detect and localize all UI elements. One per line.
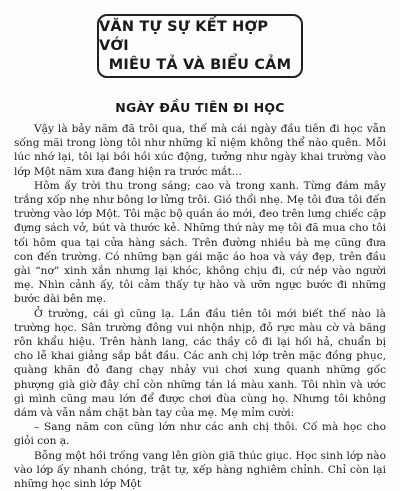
paragraph-4-dialogue: – Sang năm con cũng lớn như các anh chị thôi. Cố mà học cho giỏi con ạ.: [14, 421, 386, 448]
chapter-title-line-1: VĂN TỰ SỰ KẾT HỢP VỚI: [99, 18, 269, 54]
chapter-title-box: [97, 14, 303, 78]
paragraph-5: Bỗng một hồi trống vang lên giòn giã thúc giục. Học sinh lớp nào vào lớp ấy nhanh chóng, trật tự, xếp hàng nghiêm chỉnh. Chỉ còn lại những học sinh lớp Một: [14, 449, 386, 491]
paragraph-2: Hôm ấy trời thu trong sáng; cao và trong xanh. Từng đám mây trắng xốp nhẹ như bông lơ lửng trôi. Gió thổi nhẹ. Mẹ tôi đưa tôi đến trường vào lớp Một. Tôi mặc bộ quần áo mới, đeo trên lưng chiếc cặp đựng sách vở, bút và thước kẻ. Những thứ này mẹ tôi đã mua cho tôi tối hôm qua tại cửa hàng sách. Trên đường nhiều bà mẹ cũng đưa con đến trường. Có những bạn gái mặc áo hoa và váy đẹp, trên đầu gài “nơ” xinh xắn nhưng lại khóc, không chịu đi, cứ nép vào người mẹ. Nhìn cảnh ấy, tôi cảm thấy tự hào và ưỡn ngực bước đi những bước dài bên mẹ.: [14, 179, 386, 306]
story-body: [14, 122, 386, 491]
story-title: NGÀY ĐẦU TIÊN ĐI HỌC: [115, 100, 285, 115]
chapter-title-line-2: MIÊU TẢ VÀ BIỂU CẢM: [108, 56, 292, 73]
paragraph-1: Vậy là bảy năm đã trôi qua, thế mà cái ngày đầu tiên đi học vẫn sống mãi trong lòng tôi như những kỉ niệm không thể nào quên. Mỗi lúc nhớ lại, tôi lại bồi hồi xúc động, tưởng như ngày khai trường vào lớp Một năm xưa đang hiện ra trước mắt...: [14, 123, 386, 178]
paragraph-3: Ở trường, cái gì cũng lạ. Lần đầu tiên tôi mới biết thế nào là trường học. Sân trường đông vui nhộn nhịp, đỏ rực màu cờ và băng rôn khẩu hiệu. Trên hành lang, các thầy cô đi lại hối hả, chuẩn bị cho lễ khai giảng sắp bắt đầu. Các anh chị lớp trên mặc đồng phục, quàng khăn đỏ đang chạy nhảy vui chơi xung quanh những gốc phượng già giờ đây chỉ còn những tán lá màu xanh. Tôi nhìn và ước gì mình cũng mau lớn để được chơi đùa cùng họ. Nhưng tôi không dám và vẫn nắm chặt bàn tay của mẹ. Mẹ mỉm cười:: [14, 307, 386, 420]
